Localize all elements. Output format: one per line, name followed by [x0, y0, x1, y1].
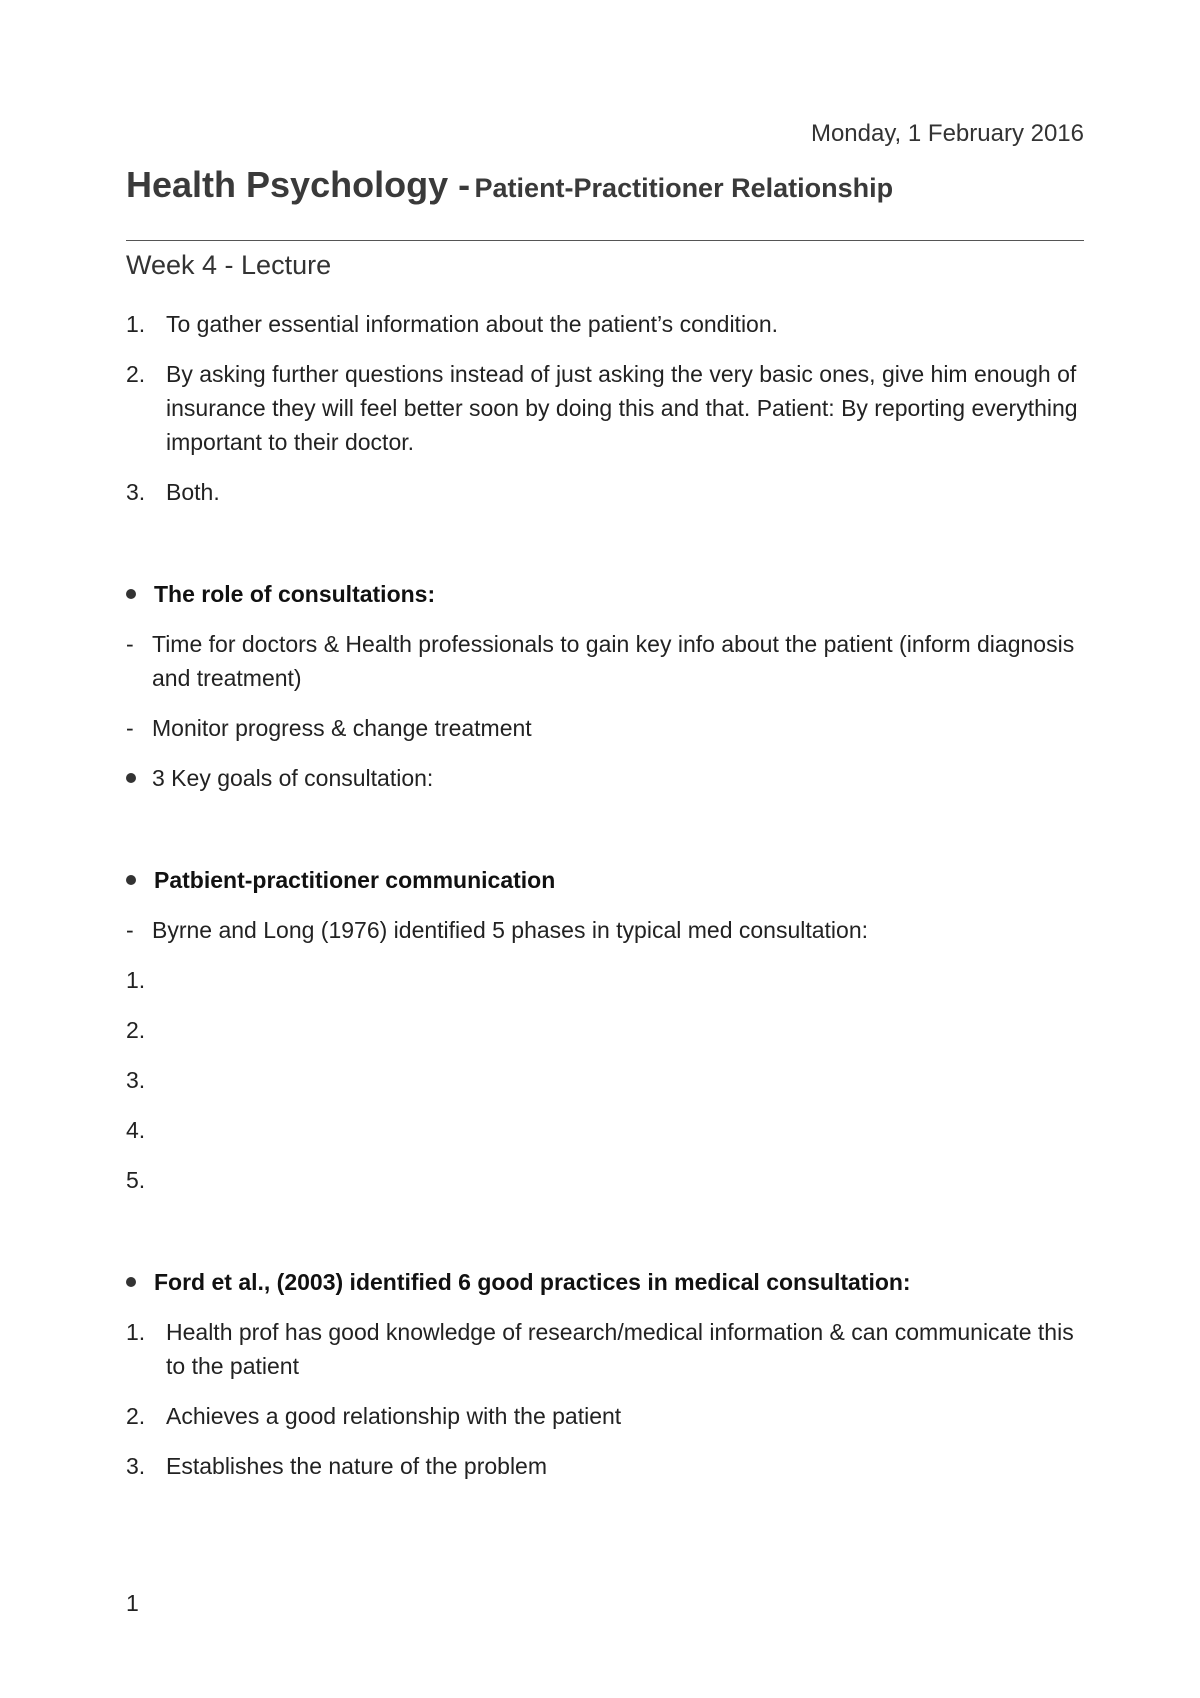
list-text: By asking further questions instead of just asking the very basic ones, give him enough of insurance they will feel better soon by doing this and that. Patient: By reporting everything important to their doctor. — [166, 361, 1078, 455]
section-heading-text: The role of consultations: — [154, 581, 436, 607]
list-number: 1. — [126, 1319, 146, 1345]
title-subtitle: Patient-Practitioner Relationship — [474, 173, 894, 203]
week-heading: Week 4 - Lecture — [126, 250, 332, 280]
document-body — [126, 307, 1086, 1499]
spacer — [126, 1213, 1086, 1265]
list-item — [126, 627, 1086, 695]
title-divider — [126, 240, 1084, 241]
list-item — [126, 1315, 1086, 1383]
page-number: 1 — [126, 1590, 139, 1616]
spacer — [126, 811, 1086, 863]
list-text: Both. — [166, 479, 220, 505]
list-text: 3 Key goals of consultation: — [152, 765, 434, 791]
bullet-icon — [126, 1277, 136, 1287]
dash-marker: - — [126, 715, 134, 741]
list-item — [126, 1449, 1086, 1483]
list-item — [126, 711, 1086, 745]
bullet-icon — [126, 589, 136, 599]
list-text: Monitor progress & change treatment — [152, 715, 532, 741]
list-number: 3. — [126, 479, 146, 505]
list-item — [126, 357, 1086, 459]
list-number: 3. — [126, 1453, 146, 1479]
section-heading-good-practices — [126, 1265, 1086, 1299]
list-item — [126, 1399, 1086, 1433]
phase-number: 3. — [126, 1067, 146, 1093]
list-text: Health prof has good knowledge of research/medical information & can communicate this to the patient — [166, 1319, 1074, 1379]
list-text: To gather essential information about the patient’s condition. — [166, 311, 779, 337]
list-text: Achieves a good relationship with the patient — [166, 1403, 622, 1429]
list-number: 2. — [126, 1403, 146, 1429]
section-heading-consultations — [126, 577, 1086, 611]
list-item — [126, 761, 1086, 795]
list-text: Establishes the nature of the problem — [166, 1453, 548, 1479]
list-number: 2. — [126, 361, 146, 387]
section-heading-communication — [126, 863, 1086, 897]
list-text: Time for doctors & Health professionals to gain key info about the patient (inform diagnosis and treatment) — [152, 631, 1075, 691]
bullet-icon — [126, 773, 136, 783]
list-item — [126, 913, 1086, 947]
section-heading-text: Patbient-practitioner communication — [154, 867, 556, 893]
title-main: Health Psychology - — [126, 164, 471, 205]
dash-marker: - — [126, 631, 134, 657]
phase-number: 5. — [126, 1167, 146, 1193]
spacer — [126, 525, 1086, 577]
list-number: 1. — [126, 311, 146, 337]
list-item — [126, 307, 1086, 341]
dash-marker: - — [126, 917, 134, 943]
bullet-icon — [126, 875, 136, 885]
list-text: Byrne and Long (1976) identified 5 phases in typical med consultation: — [152, 917, 869, 943]
list-item — [126, 475, 1086, 509]
document-title — [126, 164, 1086, 206]
document-date: Monday, 1 February 2016 — [810, 120, 1084, 147]
phase-number: 1. — [126, 967, 146, 993]
phase-number: 2. — [126, 1017, 146, 1043]
section-heading-text: Ford et al., (2003) identified 6 good practices in medical consultation: — [154, 1269, 911, 1295]
phase-number: 4. — [126, 1117, 146, 1143]
